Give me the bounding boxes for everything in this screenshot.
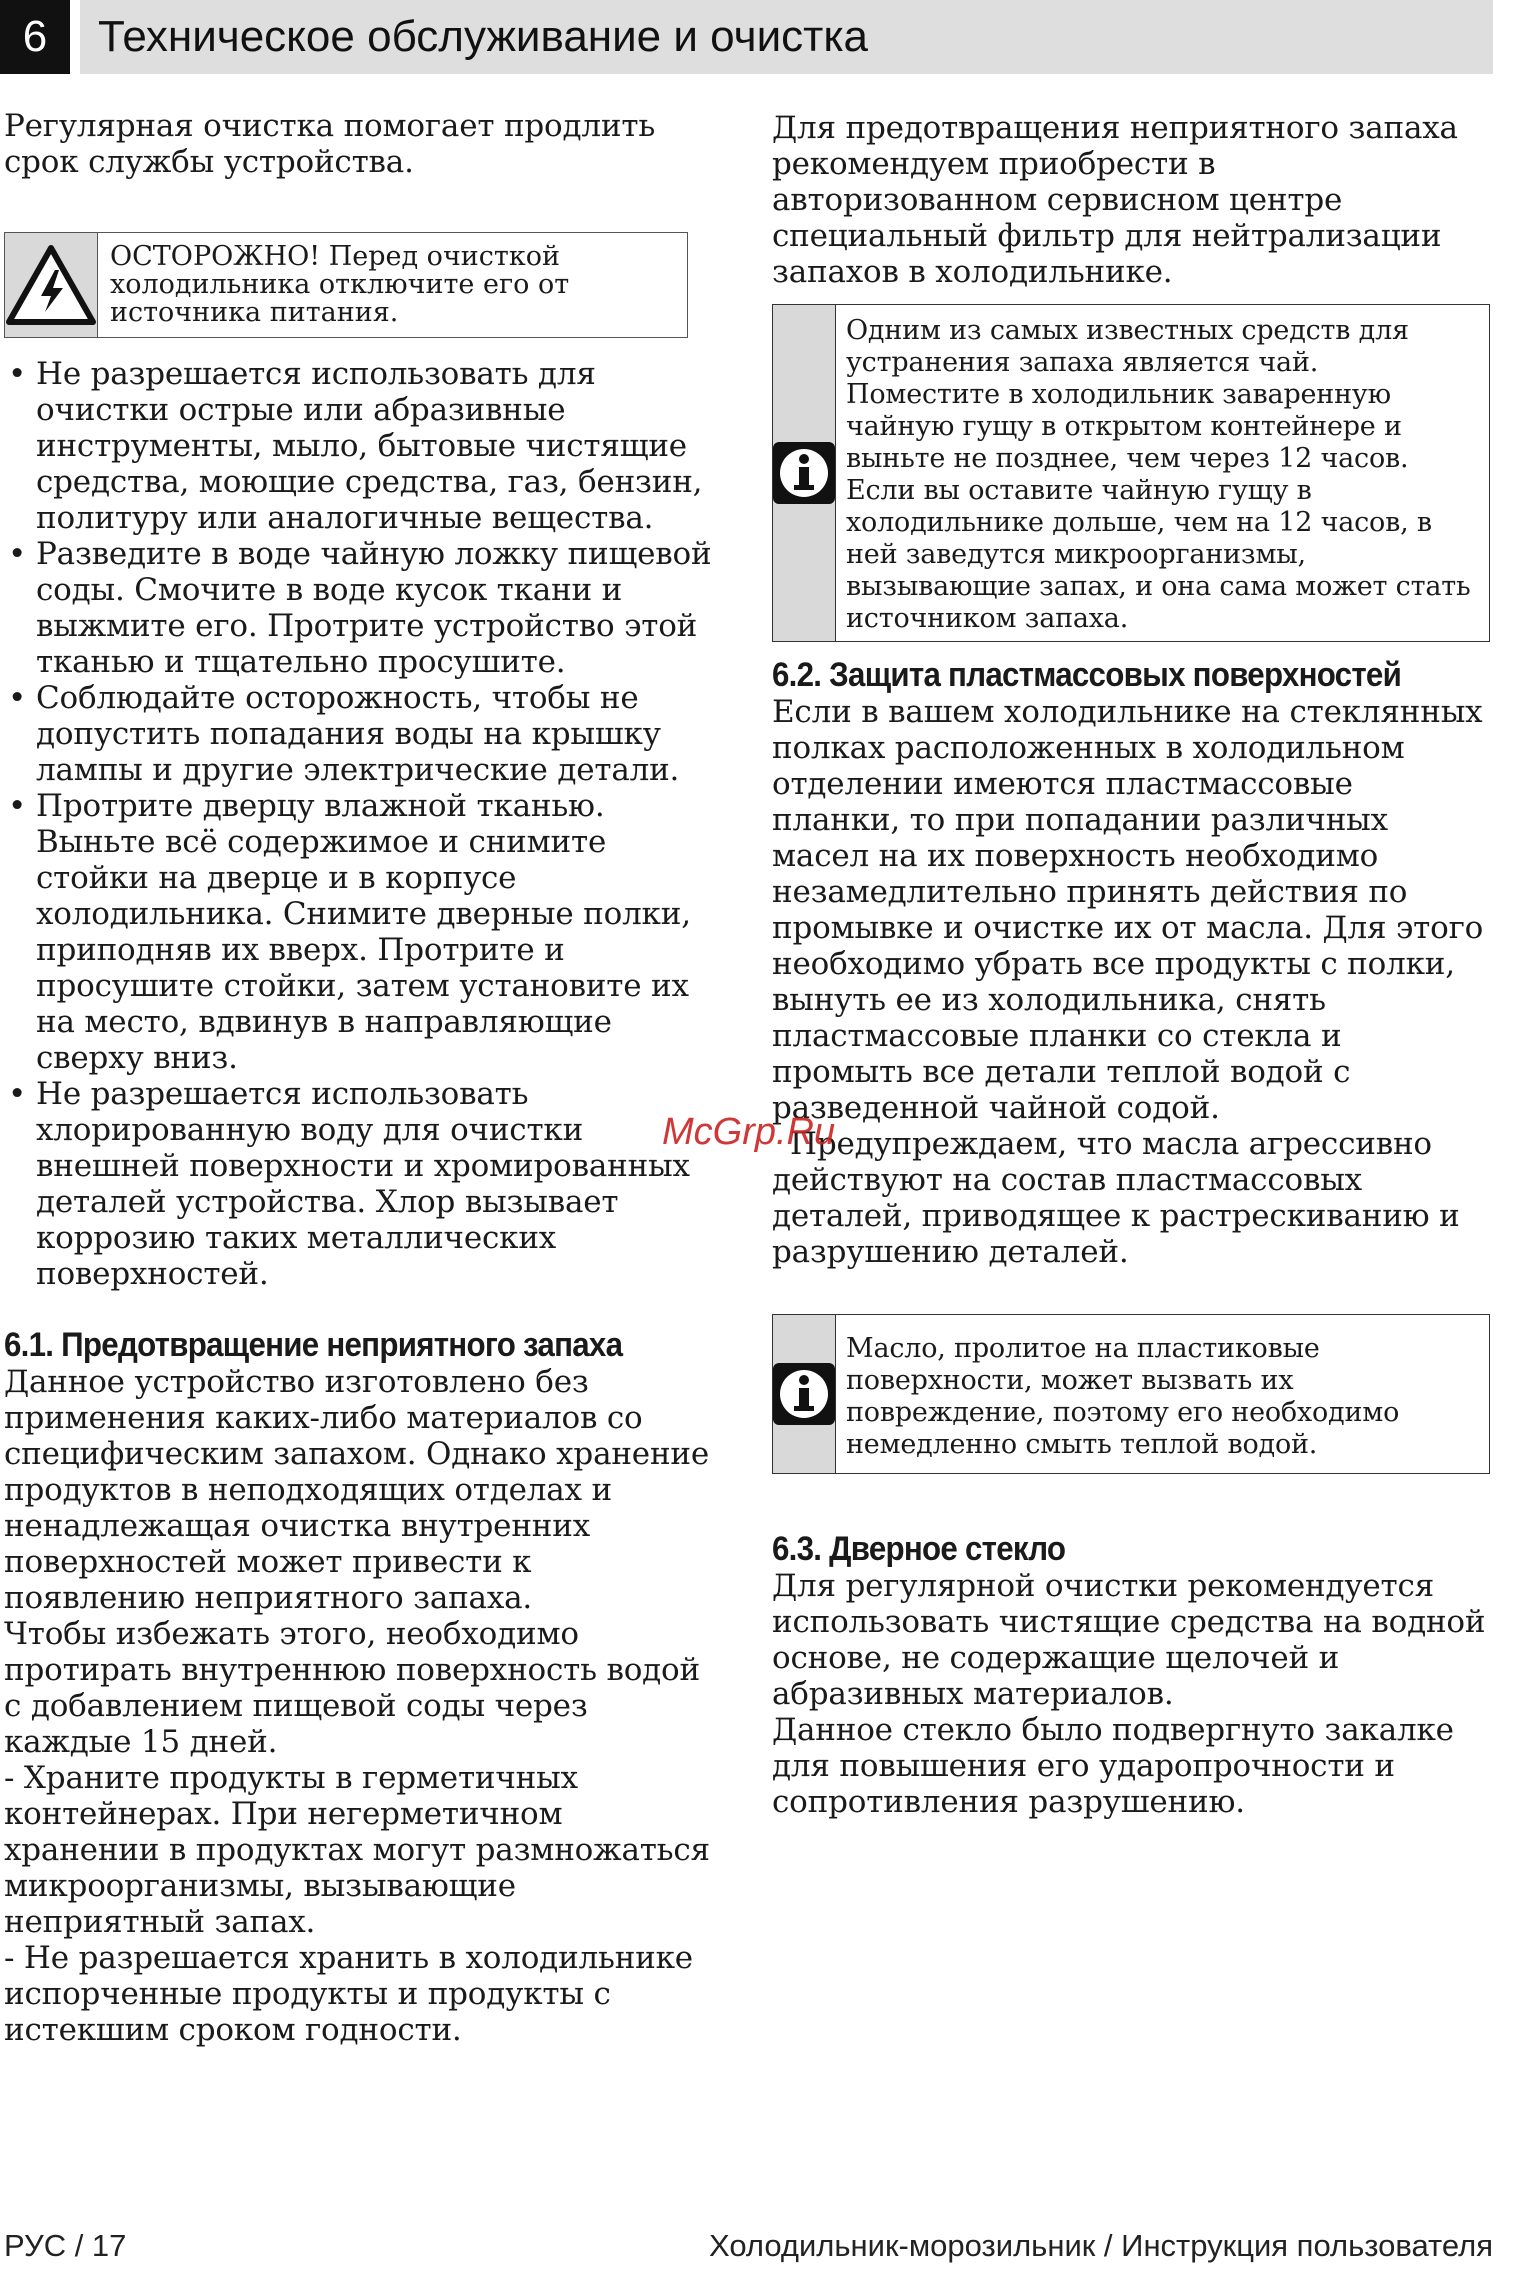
section-6-2-paragraph: Предупреждаем, что масла агрессивно действуют на состав пластмассовых деталей, приводящее к растрескиванию и разрушению деталей. (772, 1126, 1460, 1270)
section-6-3-paragraph: Данное стекло было подвергнуто закалке для повышения его ударопрочности и сопротивления разрушению. (772, 1712, 1454, 1820)
warning-icon-cell (5, 233, 98, 337)
info-icon-cell (773, 1315, 836, 1473)
info-box-tea (772, 304, 1490, 642)
list-item: • Не разрешается использовать хлорированную воду для очистки внешней поверхности и хромированных деталей устройства. Хлор вызывает коррозию таких металлических поверхностей. (4, 1076, 716, 1292)
cleaning-rules-list (4, 356, 716, 1292)
warning-text: ОСТОРОЖНО! Перед очисткой холодильника отключите его от источника питания. (110, 241, 570, 328)
footer-title: Холодильник-морозильник / Инструкция пользователя (709, 2228, 1493, 2263)
info-text-tea: Одним из самых известных средств для устранения запаха является чай. Поместите в холодильник заваренную чайную гущу в открытом контейнере и выньте не позднее, чем через 12 часов. Если вы оставите чайную гущу в холодильнике дольше, чем на 12 часов, в ней заведутся микроорганизмы, вызывающие запах, и она сама может стать источником запаха. (846, 315, 1471, 634)
page-number: РУС / 17 (4, 2228, 127, 2263)
page-footer (0, 2228, 1493, 2268)
chapter-title: Техническое обслуживание и очистка (80, 0, 1493, 74)
section-6-1-paragraph: - Не разрешается хранить в холодильнике испорченные продукты и продукты с истекшим сроком годности. (4, 1940, 693, 2048)
info-icon-cell (773, 305, 836, 641)
list-item: • Разведите в воде чайную ложку пищевой соды. Смочите в воде кусок ткани и выжмите его. Протрите устройство этой тканью и тщательно просушите. (4, 536, 716, 680)
section-6-1-paragraph: Чтобы избежать этого, необходимо протирать внутреннюю поверхность водой с добавлением пищевой соды через каждые 15 дней. (4, 1616, 700, 1760)
info-text-oil: Масло, пролитое на пластиковые поверхности, может вызвать их повреждение, поэтому его необходимо немедленно смыть теплой водой. (846, 1333, 1400, 1460)
list-item: • Протрите дверцу влажной тканью. Выньте всё содержимое и снимите стойки на дверце и в корпусе холодильника. Снимите дверные полки, приподняв их вверх. Протрите и просушите стойки, затем установите их на место, вдвинув в направляющие сверху вниз. (4, 788, 716, 1076)
list-item: • Соблюдайте осторожность, чтобы не допустить попадания воды на крышку лампы и другие электрические детали. (4, 680, 716, 788)
chapter-number: 6 (0, 0, 70, 74)
right-column (772, 108, 1490, 1820)
electric-hazard-icon (5, 244, 97, 326)
info-box-oil (772, 1314, 1490, 1474)
section-6-1-paragraph: Данное устройство изготовлено без применения каких-либо материалов со специфическим запахом. Однако хранение продуктов в неподходящих отделах и ненадлежащая очистка внутренних поверхностей может привести к появлению неприятного запаха. (4, 1364, 710, 1616)
info-icon (773, 1363, 835, 1425)
section-6-1-paragraph: - Храните продукты в герметичных контейнерах. При негерметичном хранении в продуктах могут размножаться микроорганизмы, вызывающие неприятный запах. (4, 1760, 710, 1940)
watermark: McGrp.Ru (662, 1111, 836, 1153)
list-item: • Не разрешается использовать для очистки острые или абразивные инструменты, мыло, бытовые чистящие средства, моющие средства, газ, бензин, политуру или аналогичные вещества. (4, 356, 716, 536)
section-6-2-paragraph: Если в вашем холодильнике на стеклянных полках расположенных в холодильном отделении имеются пластмассовые планки, то при попадании различных масел на их поверхность необходимо незамедлительно принять действия по промывке и очистке их от масла. Для этого необходимо убрать все продукты с полки, вынуть ее из холодильника, снять пластмассовые планки со стекла и промыть все детали теплой водой с разведенной чайной содой. (772, 694, 1484, 1126)
odor-filter-paragraph: Для предотвращения неприятного запаха рекомендуем приобрести в авторизованном сервисном центре специальный фильтр для нейтрализации запахов в холодильнике. (772, 110, 1458, 290)
section-6-1-title: 6.1. Предотвращение неприятного запаха (4, 1326, 623, 1364)
left-column (4, 108, 716, 2048)
section-6-3-title: 6.3. Дверное стекло (772, 1530, 1066, 1568)
section-6-2-title: 6.2. Защита пластмассовых поверхностей (772, 656, 1402, 694)
info-icon (773, 442, 835, 504)
section-6-3-paragraph: Для регулярной очистки рекомендуется использовать чистящие средства на водной основе, не содержащие щелочей и абразивных материалов. (772, 1568, 1486, 1712)
chapter-header (0, 0, 1493, 74)
warning-box (4, 232, 688, 338)
intro-paragraph: Регулярная очистка помогает продлить срок службы устройства. (4, 108, 655, 180)
